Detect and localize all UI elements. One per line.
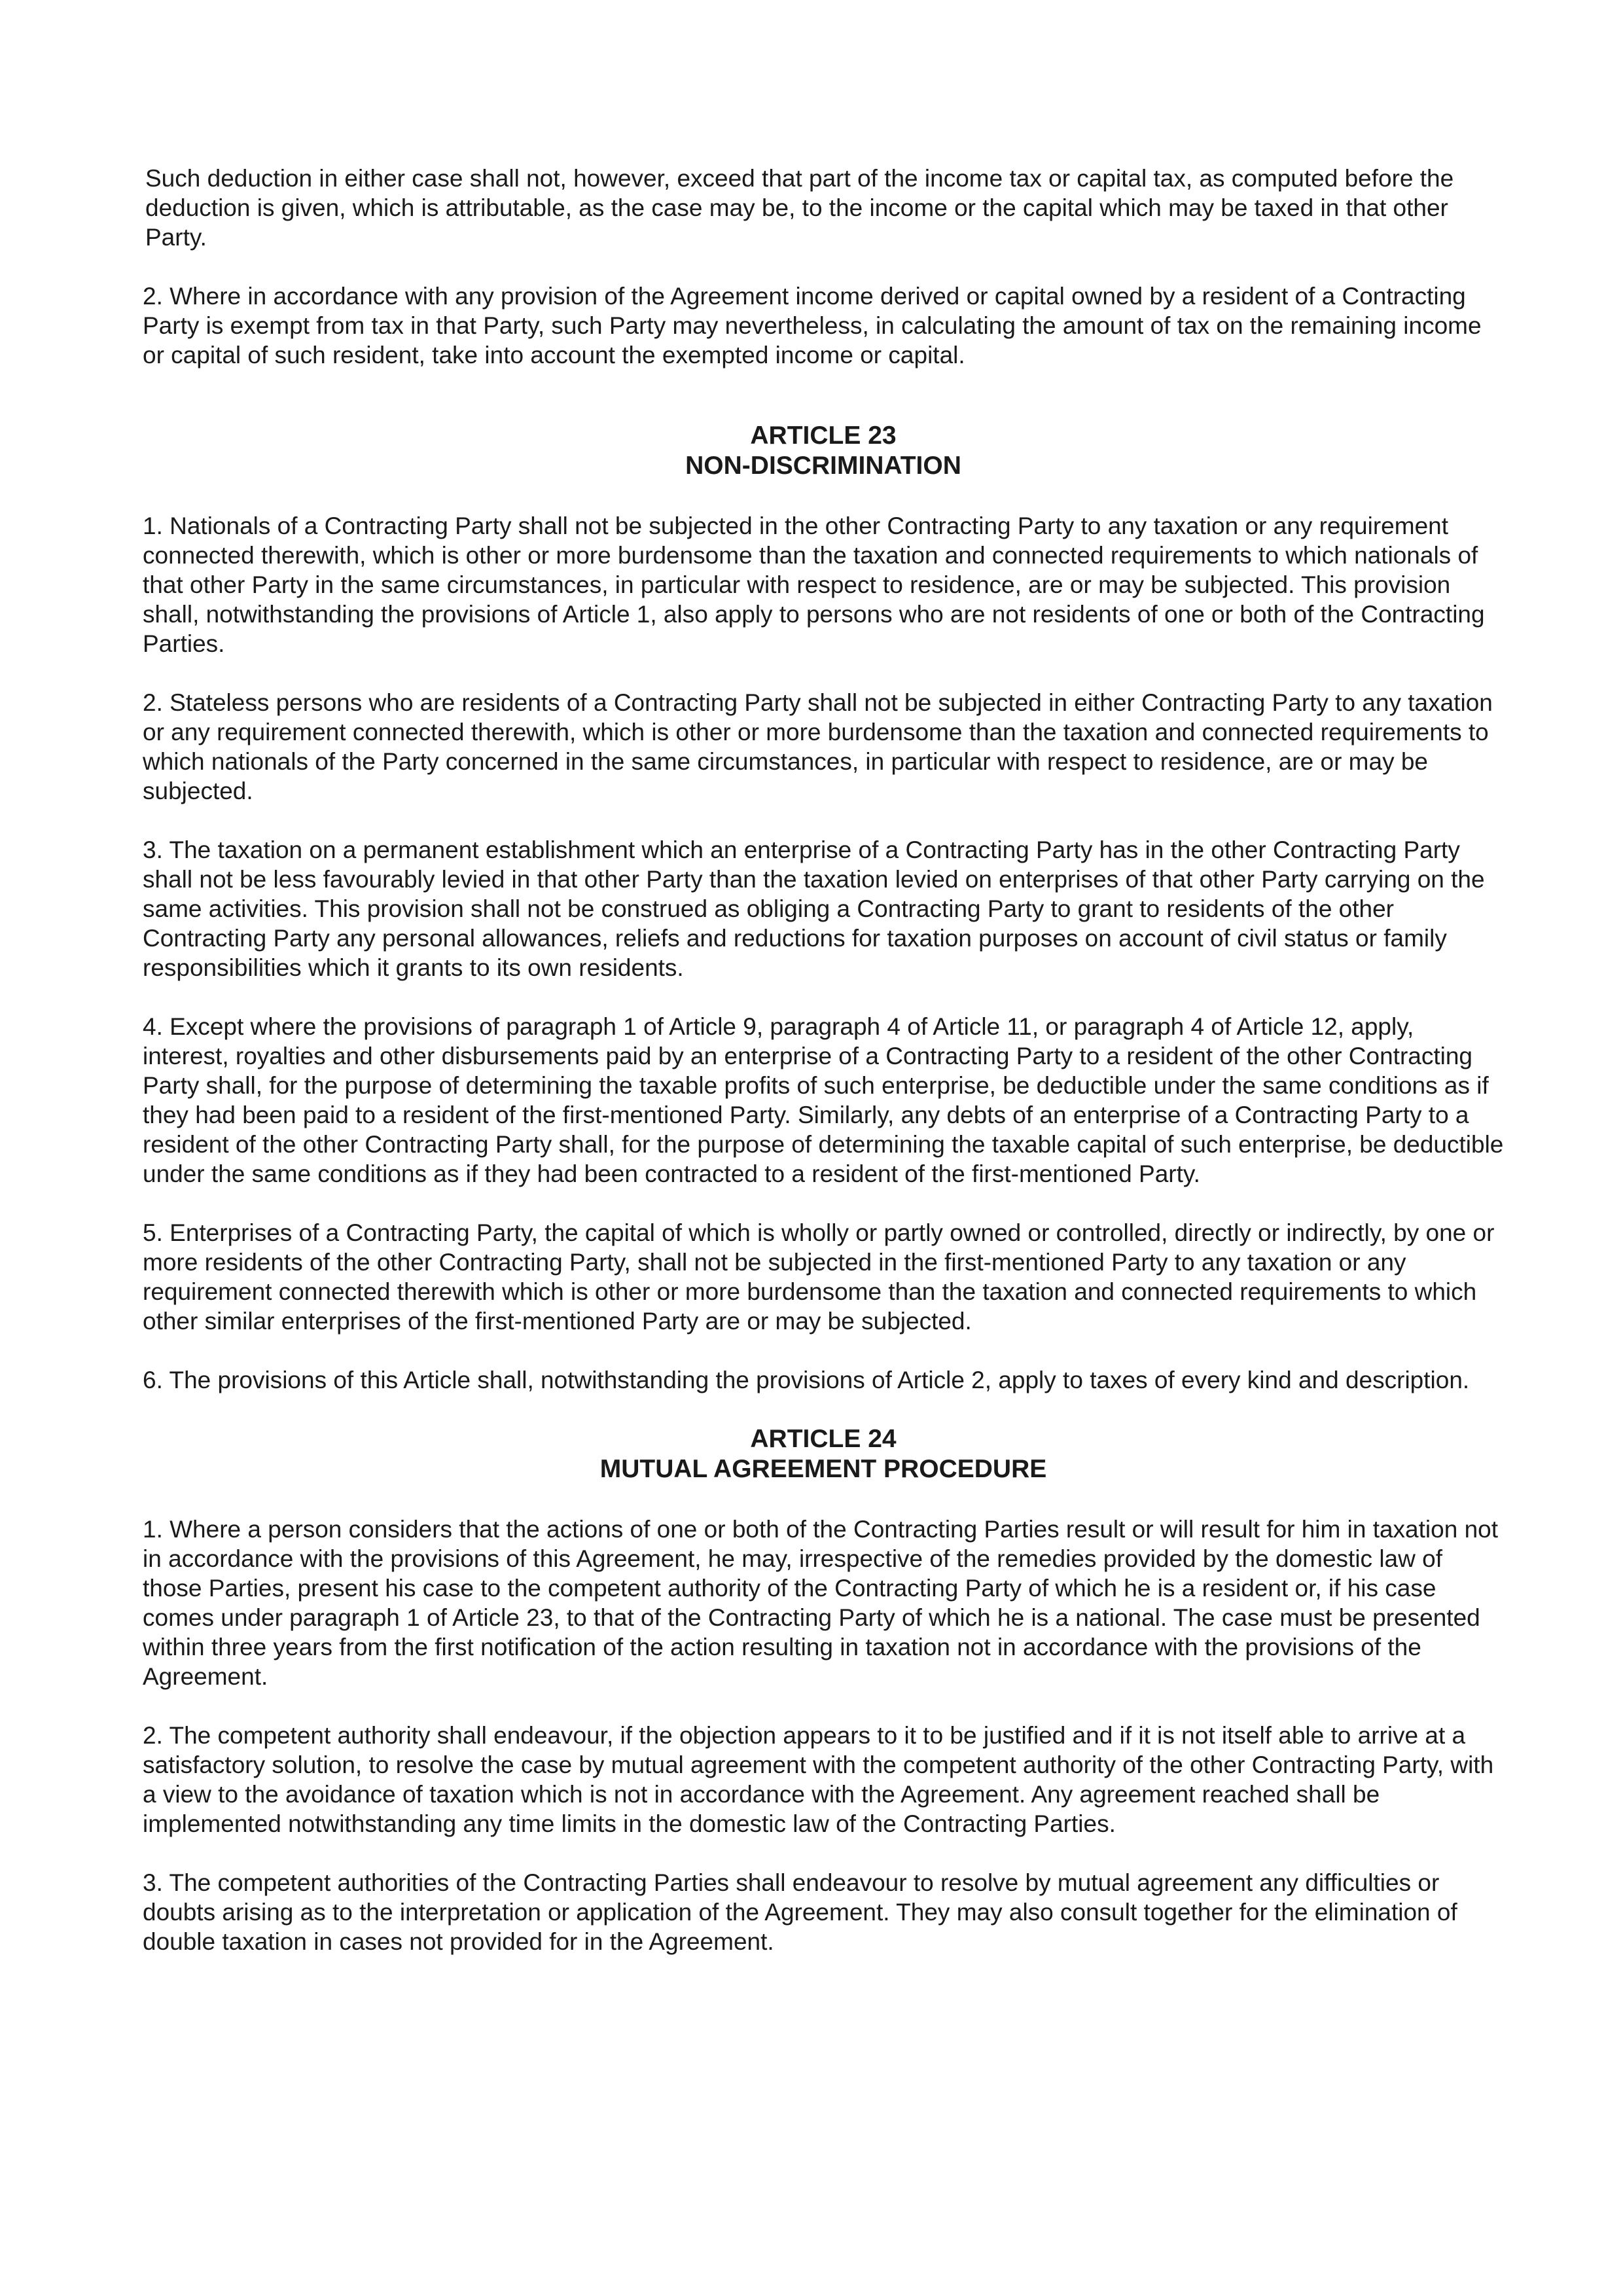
article-24-paragraph-2: 2. The competent authority shall endeavour, if the objection appears to it to be justified and if it is not itself able to arrive at a satisfactory solution, to resolve the case by mutual agreement with the competent authority of the other Contracting Party, with a view to the avoidance of taxation which is not in accordance with the Agreement. Any agreement reached shall be implemented notwithstanding any time limits in the domestic law of the Contracting Parties. <box>143 1722 1494 1837</box>
article-24-heading <box>143 1424 1504 1484</box>
article-23-paragraph-1: 1. Nationals of a Contracting Party shall not be subjected in the other Contracting Party to any taxation or any requirement connected therewith, which is other or more burdensome than the taxation and connected requirements to which nationals of that other Party in the same circumstances, in particular with respect to residence, are or may be subjected. This provision shall, notwithstanding the provisions of Article 1, also apply to persons who are not residents of one or both of the Contracting Parties. <box>143 512 1485 657</box>
article-23-paragraph-3: 3. The taxation on a permanent establishment which an enterprise of a Contracting Party has in the other Contracting Party shall not be less favourably levied in that other Party than the taxation levied on enterprises of that other Party carrying on the same activities. This provision shall not be construed as obliging a Contracting Party to grant to residents of the other Contracting Party any personal allowances, reliefs and reductions for taxation purposes on account of civil status or family responsibilities which it grants to its own residents. <box>143 836 1485 981</box>
article-23-number: ARTICLE 23 <box>750 422 897 450</box>
article-24-title: MUTUAL AGREEMENT PROCEDURE <box>599 1455 1047 1483</box>
article-23-title: NON-DISCRIMINATION <box>685 452 961 480</box>
article-24-number: ARTICLE 24 <box>750 1425 897 1453</box>
article-23-paragraph-5: 5. Enterprises of a Contracting Party, the capital of which is wholly or partly owned or controlled, directly or indirectly, by one or more residents of the other Contracting Party, shall not be subjected in the first-mentioned Party to any taxation or any requirement connected therewith which is other or more burdensome than the taxation and connected requirements to which other similar enterprises of the first-mentioned Party are or may be subjected. <box>143 1219 1495 1335</box>
article-23-heading <box>143 421 1504 481</box>
article-23-paragraph-4: 4. Except where the provisions of paragraph 1 of Article 9, paragraph 4 of Article 11, or paragraph 4 of Article 12, apply, interest, royalties and other disbursements paid by an enterprise of a Contracting Party to a resident of the other Contracting Party shall, for the purpose of determining the taxable profits of such enterprise, be deductible under the same conditions as if they had been paid to a resident of the first-mentioned Party. Similarly, any debts of an enterprise of a Contracting Party to a resident of the other Contracting Party shall, for the purpose of determining the taxable capital of such enterprise, be deductible under the same conditions as if they had been contracted to a resident of the first-mentioned Party. <box>143 1013 1504 1187</box>
article-23-paragraph-6: 6. The provisions of this Article shall, notwithstanding the provisions of Article 2, apply to taxes of every kind and description. <box>143 1367 1470 1393</box>
intro-paragraph-2: 2. Where in accordance with any provision of the Agreement income derived or capital owned by a resident of a Contracting Party is exempt from tax in that Party, such Party may nevertheless, in calculating the amount of tax on the remaining income or capital of such resident, take into account the exempted income or capital. <box>143 283 1482 368</box>
article-24-paragraph-1: 1. Where a person considers that the actions of one or both of the Contracting Parties result or will result for him in taxation not in accordance with the provisions of this Agreement, he may, irrespective of the remedies provided by the domestic law of those Parties, present his case to the competent authority of the Contracting Party of which he is a resident or, if his case comes under paragraph 1 of Article 23, to that of the Contracting Party of which he is a national. The case must be presented within three years from the first notification of the action resulting in taxation not in accordance with the provisions of the Agreement. <box>143 1516 1499 1690</box>
intro-paragraph-1: Such deduction in either case shall not, however, exceed that part of the income tax or capital tax, as computed before the deduction is given, which is attributable, as the case may be, to the income or the capital which may be taxed in that other Party. <box>145 165 1454 251</box>
article-23-paragraph-2: 2. Stateless persons who are residents of a Contracting Party shall not be subjected in either Contracting Party to any taxation or any requirement connected therewith, which is other or more burdensome than the taxation and connected requirements to which nationals of the Party concerned in the same circumstances, in particular with respect to residence, are or may be subjected. <box>143 689 1493 804</box>
document-page <box>143 164 1504 1986</box>
article-24-paragraph-3: 3. The competent authorities of the Contracting Parties shall endeavour to resolve by mutual agreement any difficulties or doubts arising as to the interpretation or application of the Agreement. They may also consult together for the elimination of double taxation in cases not provided for in the Agreement. <box>143 1869 1457 1955</box>
